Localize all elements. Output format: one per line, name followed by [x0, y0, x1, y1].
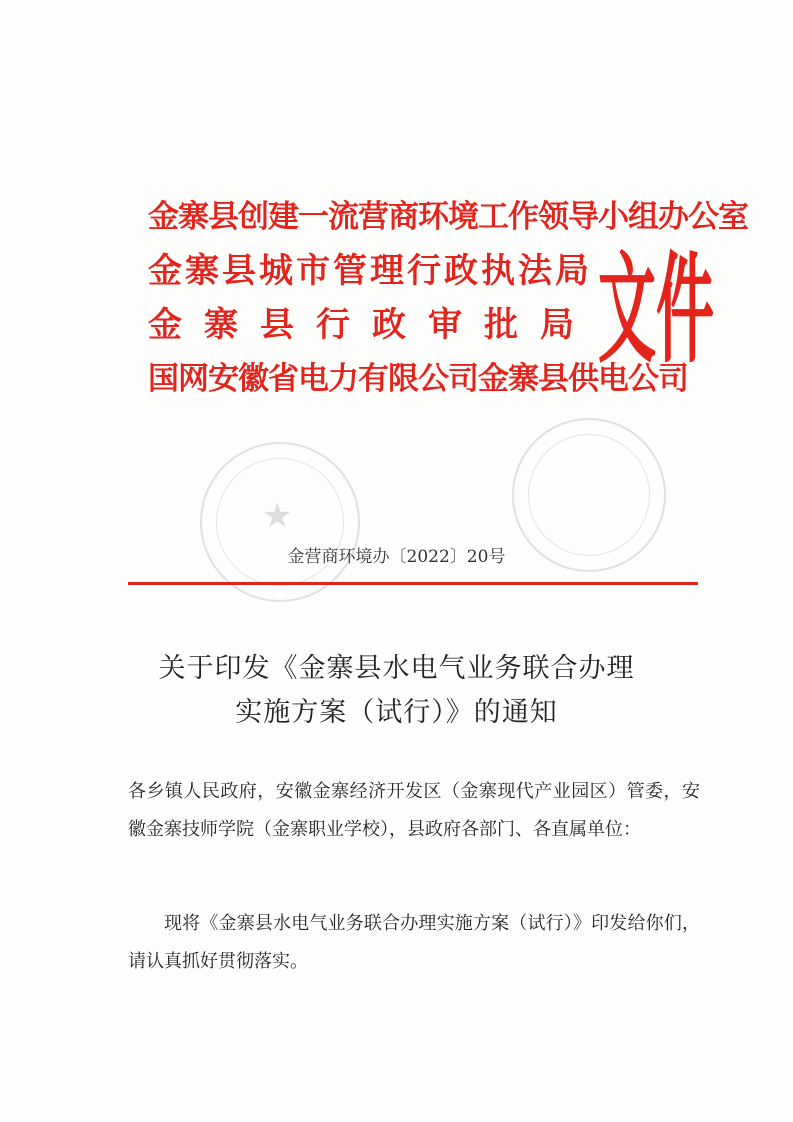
issuer-2: 金寨县城市管理行政执法局 [148, 251, 592, 291]
red-separator-line [128, 582, 698, 585]
issuer-1: 金寨县创建一流营商环境工作领导小组办公室 [148, 199, 748, 235]
issuer-4: 国网安徽省电力有限公司金寨县供电公司 [148, 361, 688, 397]
body-paragraph: 现将《金寨县水电气业务联合办理实施方案（试行）》印发给你们，请认真抓好贯彻落实。 [128, 913, 700, 972]
issuer-3: 金寨县行政审批局 [148, 305, 596, 345]
document-type-label: 文件 [598, 239, 715, 380]
salutation-paragraph: 各乡镇人民政府，安徽金寨经济开发区（金寨现代产业园区）管委，安徽金寨技师学院（金寨职业学校），县政府各部门、各直属单位： [128, 781, 700, 840]
notice-title-line-2: 实施方案（试行）》的通知 [235, 697, 558, 728]
faded-seal-left: ★ [200, 442, 360, 602]
document-number: 金营商环境办〔2022〕20号 [287, 547, 506, 567]
notice-title-line-1: 关于印发《金寨县水电气业务联合办理 [158, 653, 635, 684]
